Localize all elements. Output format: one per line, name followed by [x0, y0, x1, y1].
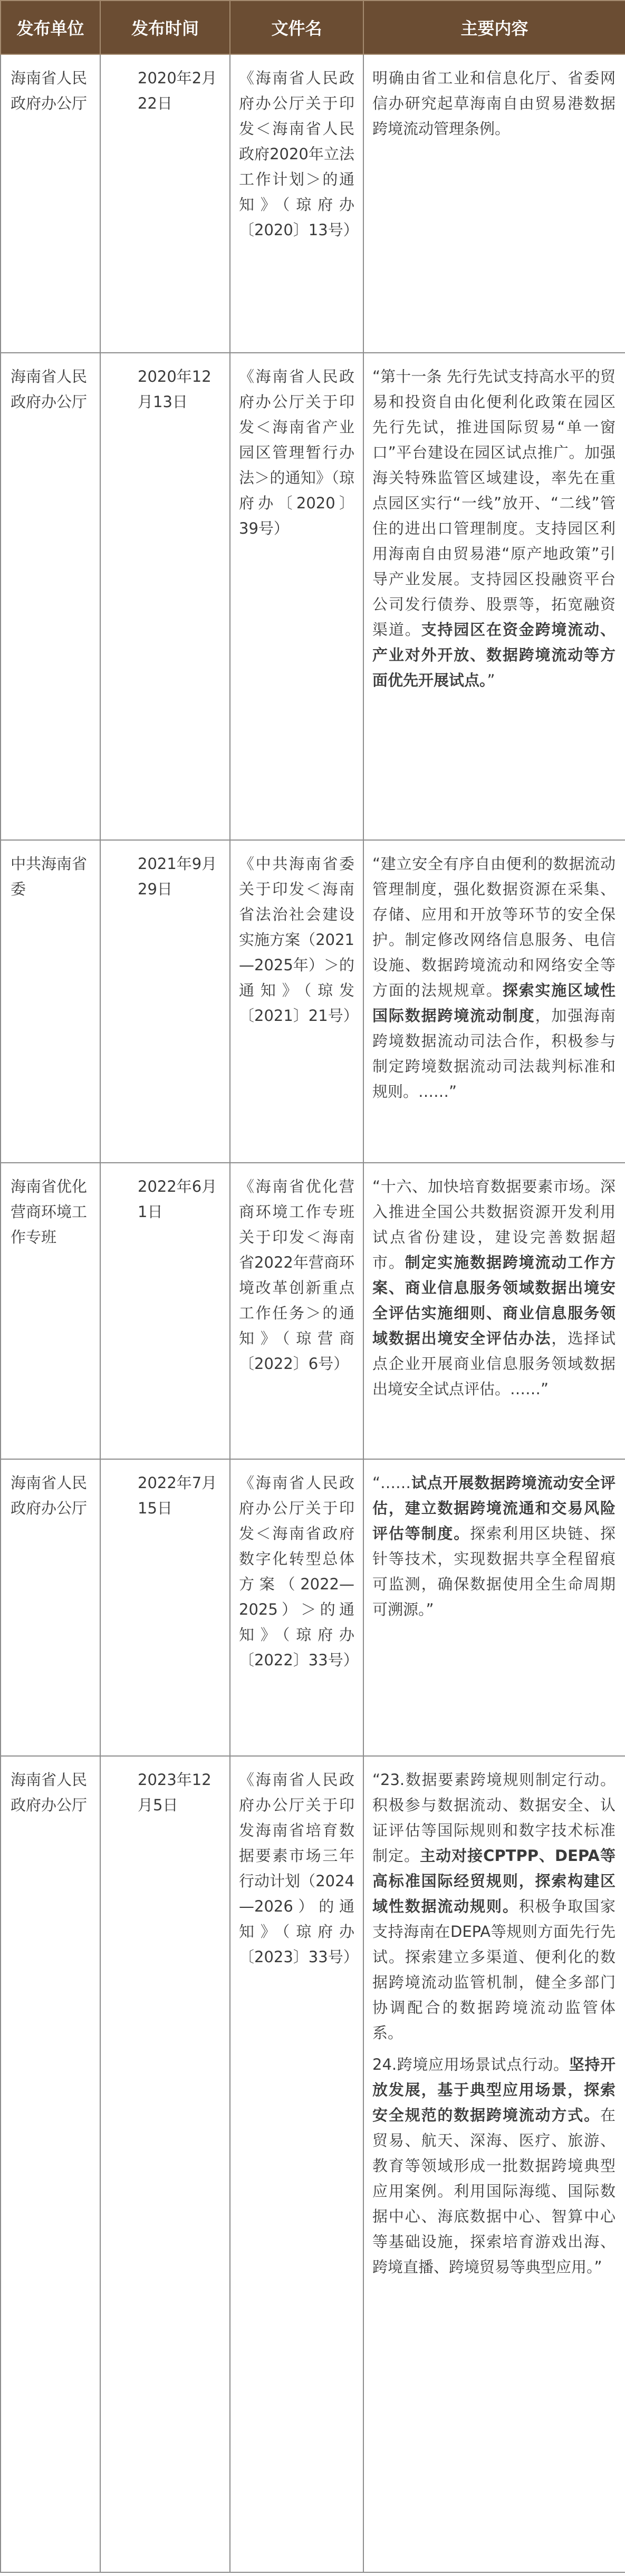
- content-paragraph: [372, 851, 616, 1104]
- date-cell: 2023年12月5日: [100, 1756, 230, 2572]
- document-cell: 《海南省人民政府办公厅关于印发＜海南省人民政府2020年立法工作计划＞的通知》（琼府办〔2020〕13号）: [230, 54, 363, 353]
- emphasis-text: 试点开展数据跨境流动安全评估，建立数据跨境流通和交易风险评估等制度。: [372, 1474, 616, 1542]
- content-paragraph: [372, 65, 616, 141]
- document-cell: 《海南省人民政府办公厅关于印发＜海南省产业园区管理暂行办法＞的通知》（琼府办〔2020〕39号）: [230, 353, 363, 840]
- publisher-cell: 海南省人民政府办公厅: [1, 1459, 100, 1756]
- body-text: “建立安全有序自由便利的数据流动管理制度，强化数据资源在采集、存储、应用和开放等环节的安全保护。制定修改网络信息服务、电信设施、数据跨境流动和网络安全等方面的法规规章。: [372, 855, 616, 999]
- content-cell: [363, 840, 625, 1163]
- body-text: “……: [372, 1474, 411, 1492]
- body-text: ，选择试点企业开展商业信息服务领域数据出境安全试点评估。……”: [372, 1329, 616, 1398]
- body-text: 明确由省工业和信息化厅、省委网信办研究起草海南自由贸易港数据跨境流动管理条例。: [372, 69, 616, 138]
- date-cell: 2020年2月22日: [100, 54, 230, 353]
- emphasis-text: 支持园区在资金跨境流动、产业对外开放、数据跨境流动等方面优先开展试点。: [372, 621, 616, 689]
- table-row: [1, 1163, 625, 1459]
- content-cell: [363, 54, 625, 353]
- table-row: [1, 840, 625, 1163]
- header-document: 文件名: [230, 1, 363, 54]
- publisher-cell: 海南省优化营商环境工作专班: [1, 1163, 100, 1459]
- body-text: ，加强海南跨境数据流动司法合作，积极参与制定跨境数据流动司法裁判标准和规则。……”: [372, 1007, 616, 1101]
- body-text: “十六、加快培育数据要素市场。深入推进全国公共数据资源开发利用试点省份建设，建设完善数据超市。: [372, 1178, 616, 1271]
- header-row: [1, 1, 625, 54]
- content-cell: [363, 353, 625, 840]
- emphasis-text: 坚持开放发展，基于典型应用场景，探索安全规范的数据跨境流动方式。: [372, 2056, 616, 2124]
- date-cell: 2022年7月15日: [100, 1459, 230, 1756]
- body-text: 24.跨境应用场景试点行动。: [372, 2056, 569, 2073]
- table-row: [1, 54, 625, 353]
- date-cell: 2020年12月13日: [100, 353, 230, 840]
- table-row: [1, 353, 625, 840]
- date-cell: 2021年9月29日: [100, 840, 230, 1163]
- publisher-cell: 海南省人民政府办公厅: [1, 1756, 100, 2572]
- content-paragraph: [372, 1470, 616, 1622]
- table-row: [1, 1756, 625, 2572]
- body-text: 探索利用区块链、探针等技术，实现数据共享全程留痕可监测，确保数据使用全生命周期可溯源。”: [372, 1525, 616, 1618]
- content-cell: [363, 1756, 625, 2572]
- publisher-cell: 中共海南省委: [1, 840, 100, 1163]
- header-publisher: 发布单位: [1, 1, 100, 54]
- table-row: [1, 1459, 625, 1756]
- content-paragraph: [372, 1174, 616, 1402]
- body-text: ”: [487, 671, 495, 689]
- header-content: 主要内容: [363, 1, 625, 54]
- content-cell: [363, 1459, 625, 1756]
- document-cell: 《海南省人民政府办公厅关于印发海南省培育数据要素市场三年行动计划（2024—2026）的通知》（琼府办〔2023〕33号）: [230, 1756, 363, 2572]
- body-text: “23.数据要素跨境规则制定行动。积极参与数据流动、数据安全、认证评估等国际规则和数字技术标准制定。: [372, 1771, 616, 1865]
- header-date: 发布时间: [100, 1, 230, 54]
- publisher-cell: 海南省人民政府办公厅: [1, 54, 100, 353]
- body-text: 积极争取国家支持海南在DEPA等规则方面先行先试。探索建立多渠道、便利化的数据跨境流动监管机制，健全多部门协调配合的数据跨境流动监管体系。: [372, 1897, 616, 2042]
- content-paragraph: [372, 364, 616, 693]
- document-cell: 《海南省优化营商环境工作专班关于印发＜海南省2022年营商环境改革创新重点工作任务＞的通知》（琼营商〔2022〕6号）: [230, 1163, 363, 1459]
- publisher-cell: 海南省人民政府办公厅: [1, 353, 100, 840]
- content-paragraph: [372, 2052, 616, 2280]
- date-cell: 2022年6月1日: [100, 1163, 230, 1459]
- body-text: 在贸易、航天、深海、医疗、旅游、教育等领域形成一批数据跨境典型应用案例。利用国际海缆、国际数据中心、海底数据中心、智算中心等基础设施，探索培育游戏出海、跨境直播、跨境贸易等典型应用。”: [372, 2106, 616, 2276]
- document-cell: 《海南省人民政府办公厅关于印发＜海南省政府数字化转型总体方案（2022—2025）＞的通知》（琼府办〔2022〕33号）: [230, 1459, 363, 1756]
- emphasis-text: 探索实施区域性国际数据跨境流动制度: [372, 981, 616, 1025]
- content-cell: [363, 1163, 625, 1459]
- body-text: “第十一条 先行先试支持高水平的贸易和投资自由化便利化政策在园区先行先试，推进国际贸易“单一窗口”平台建设在园区试点推广。加强海关特殊监管区域建设，率先在重点园区实行“一线”放开、“二线”管住的进出口管理制度。支持园区利用海南自由贸易港“原产地政策”引导产业发展。支持园区投融资平台公司发行债券、股票等，拓宽融资渠道。: [372, 368, 616, 639]
- emphasis-text: 制定实施数据跨境流动工作方案、商业信息服务领域数据出境安全评估实施细则、商业信息服务领域数据出境安全评估办法: [372, 1253, 616, 1347]
- emphasis-text: 主动对接CPTPP、DEPA等高标准国际经贸规则，探索构建区域性数据流动规则。: [372, 1847, 616, 1915]
- content-paragraph: [372, 1767, 616, 2046]
- document-cell: 《中共海南省委关于印发＜海南省法治社会建设实施方案（2021—2025年）＞的通知》（琼发〔2021〕21号）: [230, 840, 363, 1163]
